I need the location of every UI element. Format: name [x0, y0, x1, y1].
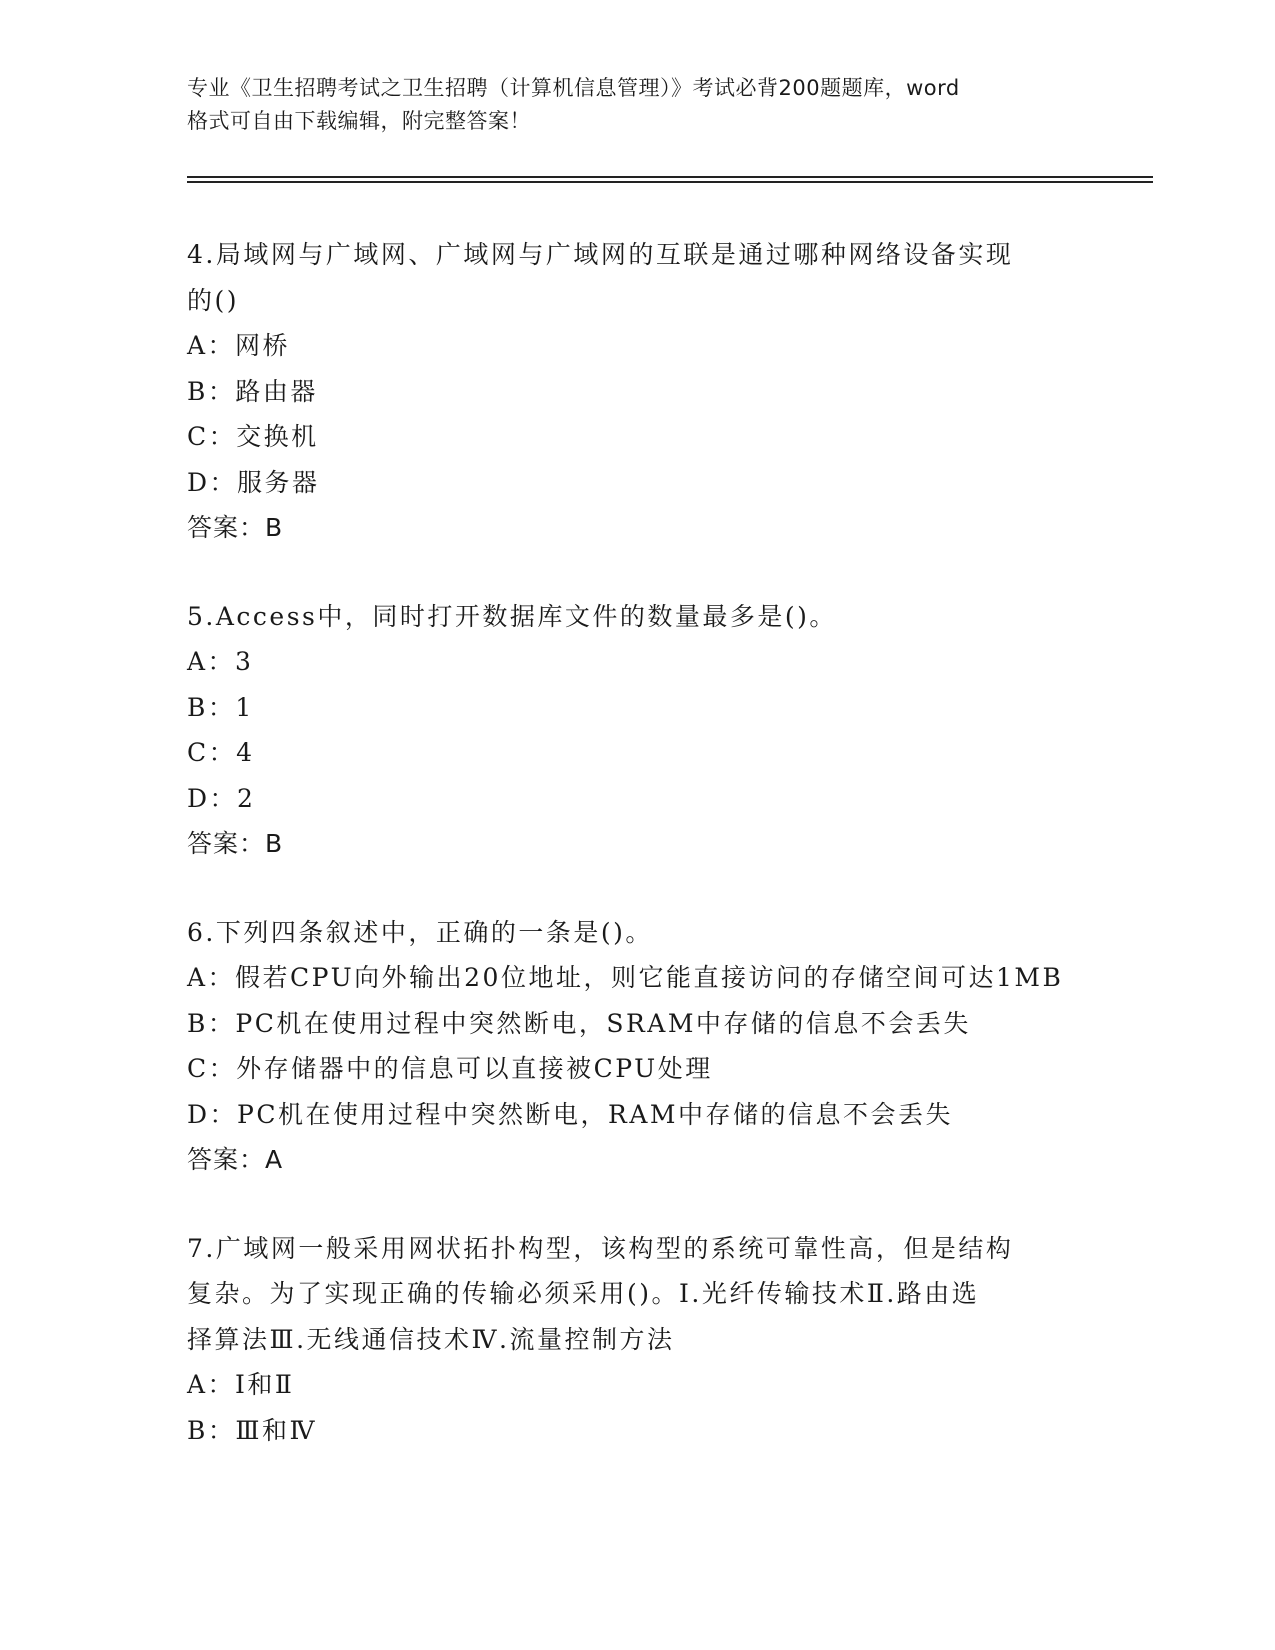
option-a: A：假若CPU向外输出20位地址，则它能直接访问的存储空间可达1MB [187, 963, 1064, 992]
header-divider-top [187, 176, 1153, 178]
option-b: B：PC机在使用过程中突然断电，SRAM中存储的信息不会丢失 [187, 1008, 971, 1038]
header-line-2: 格式可自由下载编辑，附完整答案！ [187, 109, 531, 133]
question-6 [187, 910, 1087, 1183]
header-divider-bottom [187, 181, 1153, 183]
option-a: A：3 [187, 647, 254, 676]
question-stem-line: 的() [187, 285, 240, 315]
question-5 [187, 594, 1087, 867]
question-stem-line: 4.局域网与广域网、广域网与广域网的互联是通过哪种网络设备实现 [187, 240, 1014, 269]
option-d: D：服务器 [187, 467, 320, 497]
question-list [187, 232, 1087, 1496]
answer-label: 答案：B [187, 513, 284, 542]
document-header [187, 72, 1087, 138]
answer-label: 答案：A [187, 1145, 284, 1174]
question-stem-line: 5.Access中，同时打开数据库文件的数量最多是()。 [187, 601, 837, 631]
option-d: D：PC机在使用过程中突然断电，RAM中存储的信息不会丢失 [187, 1099, 953, 1129]
option-b: B：1 [187, 692, 254, 722]
option-c: C：外存储器中的信息可以直接被CPU处理 [187, 1054, 713, 1083]
option-a: A：网桥 [187, 331, 291, 360]
question-4 [187, 232, 1087, 551]
option-b: B：路由器 [187, 376, 318, 406]
option-c: C：4 [187, 738, 255, 767]
option-d: D：2 [187, 783, 256, 813]
header-line-1: 专业《卫生招聘考试之卫生招聘（计算机信息管理）》考试必背200题题库，word [187, 76, 960, 100]
option-b: B：Ⅲ和Ⅳ [187, 1415, 317, 1445]
option-c: C：交换机 [187, 422, 319, 451]
question-stem-line: 7.广域网一般采用网状拓扑构型，该构型的系统可靠性高，但是结构 [187, 1233, 1014, 1263]
question-stem-line: 复杂。为了实现正确的传输必须采用()。Ⅰ.光纤传输技术Ⅱ.路由选 [187, 1279, 980, 1308]
answer-label: 答案：B [187, 829, 284, 858]
question-stem-line: 择算法Ⅲ.无线通信技术Ⅳ.流量控制方法 [187, 1324, 675, 1354]
question-stem-line: 6.下列四条叙述中，正确的一条是()。 [187, 917, 653, 947]
question-7 [187, 1226, 1087, 1454]
option-a: A：Ⅰ和Ⅱ [187, 1370, 295, 1399]
